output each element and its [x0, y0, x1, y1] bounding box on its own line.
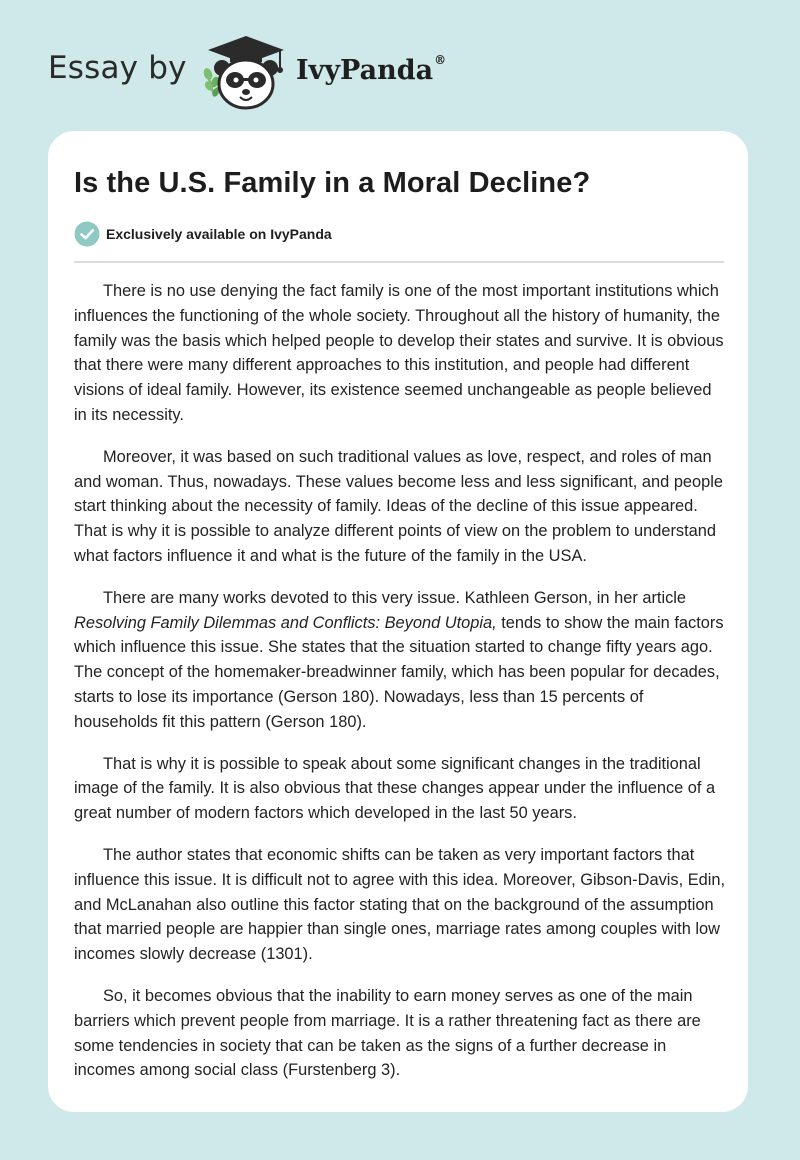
brand-logo-text[interactable]: [296, 55, 446, 86]
paragraph-6: So, it becomes obvious that the inability to earn money serves as one of the main barriers which prevent people from marriage. It is a rather threatening fact as there are some tendencies in society that can be taken as the signs of a further decrease in incomes among social class (Furstenberg 3).: [74, 986, 701, 1080]
exclusive-badge: [74, 221, 332, 247]
paragraph-4: That is why it is possible to speak about some significant changes in the traditional image of the family. It is also obvious that these changes appear under the influence of a great number of modern factors which developed in the last 50 years.: [74, 754, 716, 823]
registered-mark: ®: [434, 53, 447, 67]
paragraph-1: There is no use denying the fact family is one of the most important institutions which influences the functioning of the whole society. Throughout all the history of humanity, the family was the basis which helped people to develop their states and survive. It is obvious that there were many different approaches to this institution, and people had different visions of ideal family. However, its existence seemed unchangeable as people believed in its necessity.: [74, 282, 724, 424]
site-header: [0, 0, 800, 130]
page-title: Is the U.S. Family in a Moral Decline?: [74, 167, 591, 199]
paragraph-3-after: tends to show the main factors which influence this issue. She states that the situation started to change fifty years ago. The concept of the homemaker-breadwinner family, which has been popular for decades, starts to lose its importance (Gerson 180). Nowadays, less than 15 percents of households fit this pattern (Gerson 180).: [74, 613, 724, 731]
essay-by-label: Essay by: [48, 50, 187, 86]
paragraph-2: Moreover, it was based on such traditional values as love, respect, and roles of man and woman. Thus, nowadays. These values become less and less significant, and people start thinking about the necessity of family. Ideas of the decline of this issue appeared. That is why it is possible to analyze different points of view on the problem to understand what factors influence it and what is the future of the family in the USA.: [74, 447, 724, 565]
cited-article-title: Resolving Family Dilemmas and Conflicts: Beyond Utopia,: [74, 613, 497, 632]
essay-body: [74, 279, 726, 1100]
panda-graduate-icon: [200, 34, 292, 110]
exclusive-badge-label: Exclusively available on IvyPanda: [106, 226, 332, 242]
check-circle-icon: [74, 221, 100, 247]
paragraph-3: [74, 586, 726, 735]
paragraph-3-before: There are many works devoted to this very issue. Kathleen Gerson, in her article: [103, 588, 687, 607]
title-divider: [74, 261, 724, 263]
paragraph-5: The author states that economic shifts can be taken as very important factors that influence this issue. It is difficult not to agree with this idea. Moreover, Gibson-Davis, Edin, and McLanahan also outline this factor stating that on the background of the assumption that married people are happier than single ones, marriage rates among couples with low incomes slowly decrease (1301).: [74, 845, 726, 964]
brand-name: IvyPanda: [296, 55, 434, 86]
essay-card: [48, 131, 748, 1112]
